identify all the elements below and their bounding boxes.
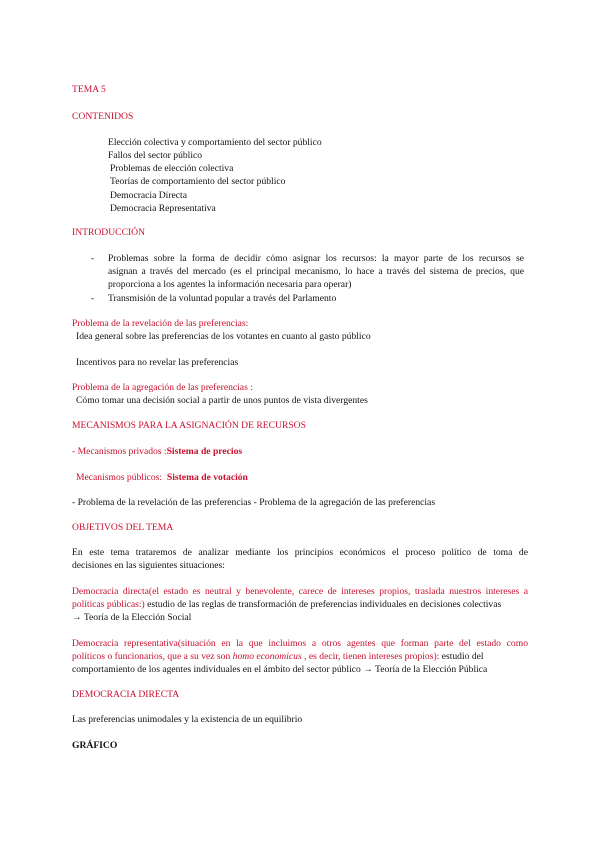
agregacion-line-1: Cómo tomar una decisión social a partir de unos puntos de vista divergentes (76, 395, 368, 406)
dem-directa-line-3 (72, 612, 191, 624)
preferencias-unimodales: Las preferencias unimodales y la existencia de un equilibrio (72, 714, 303, 725)
revelacion-line-2: Incentivos para no revelar las preferencias (76, 357, 239, 368)
contenidos-item: Teorías de comportamiento del sector público (110, 176, 286, 187)
dem-repr-line-2 (72, 651, 484, 663)
revelacion-heading: Problema de la revelación de las preferencias: (72, 318, 249, 329)
mecanismos-publicos-prefix: Mecanismos públicos: (76, 472, 163, 483)
contenidos-heading: CONTENIDOS (72, 111, 134, 122)
dem-repr-red-part-b: , es decir, tienen intereses propios): (301, 651, 440, 662)
mecanismos-privados (72, 446, 242, 458)
mecanismos-privados-prefix: - Mecanismos privados : (72, 446, 167, 457)
dem-directa-line-2 (72, 599, 501, 611)
contenidos-item: Fallos del sector público (108, 150, 203, 161)
mecanismos-summary: - Problema de la revelación de las preferencias - Problema de la agregación de las preferencias (72, 497, 436, 508)
tema-label: TEMA 5 (72, 84, 106, 95)
bullet-dash: - (91, 293, 95, 304)
contenidos-item: Democracia Representativa (110, 203, 216, 214)
sistema-de-precios: Sistema de precios (166, 446, 243, 457)
contenidos-item: Problemas de elección colectiva (110, 163, 234, 174)
objetivos-heading: OBJETIVOS DEL TEMA (72, 522, 174, 533)
dem-repr-black-part: estudio del (439, 651, 484, 662)
homo-economicus: homo economicus (232, 651, 302, 662)
dem-repr-line-1: Democracia representativa(situación en la que incluimos a otros agentes que forman parte del estado como (72, 638, 528, 649)
objetivos-line-2: decisiones en las siguientes situaciones: (72, 560, 225, 571)
grafico-heading: GRÁFICO (72, 740, 118, 751)
mecanismos-publicos (76, 472, 248, 484)
teoria-eleccion-social: Teoría de la Elección Social (81, 612, 192, 623)
introduccion-heading: INTRODUCCIÓN (72, 227, 146, 238)
agregacion-heading: Problema de la agregación de las preferencias : (72, 382, 253, 393)
intro-bullet-1-line-1: Problemas sobre la forma de decidir cómo asignar los recursos: la mayor parte de los recursos se (108, 253, 524, 264)
objetivos-line-1: En este tema trataremos de analizar mediante los principios económicos el proceso político de toma de (72, 547, 528, 558)
revelacion-line-1: Idea general sobre las preferencias de los votantes en cuanto al gasto público (76, 331, 371, 342)
bullet-dash: - (91, 253, 95, 264)
dem-repr-line-3-text: comportamiento de los agentes individuales en el ámbito del sector público (72, 664, 361, 675)
dem-repr-red-part-a: políticos o funcionarios, que a su vez son (72, 651, 233, 662)
intro-bullet-2: Transmisión de la voluntad popular a través del Parlamento (108, 293, 337, 304)
dem-repr-line-3 (72, 664, 487, 676)
arrow-icon: → (72, 612, 82, 623)
intro-bullet-1-line-3: proporciona a los agentes la información necesaria para operar) (108, 279, 352, 290)
dem-directa-red-part: políticas públicas:) (72, 599, 145, 610)
dem-directa-line-1: Democracia directa(el estado es neutral y benevolente, carece de intereses propios, traslada nuestros intereses a (72, 586, 528, 597)
teoria-eleccion-publica: Teoría de la Elección Pública (372, 664, 488, 675)
contenidos-item: Elección colectiva y comportamiento del sector público (108, 137, 322, 148)
dem-directa-black-part: estudio de las reglas de transformación de preferencias individuales en decisiones colectivas (144, 599, 502, 610)
mecanismos-heading: MECANISMOS PARA LA ASIGNACIÓN DE RECURSOS (72, 420, 306, 431)
sistema-de-votacion: Sistema de votación (166, 472, 248, 483)
intro-bullet-1-line-2: asignan a través del mercado (es el principal mecanismo, lo hace a través del sistema de precios, que (108, 266, 524, 277)
arrow-icon: → (363, 664, 373, 675)
contenidos-item: Democracia Directa (110, 190, 187, 201)
democracia-directa-heading: DEMOCRACIA DIRECTA (72, 689, 180, 700)
